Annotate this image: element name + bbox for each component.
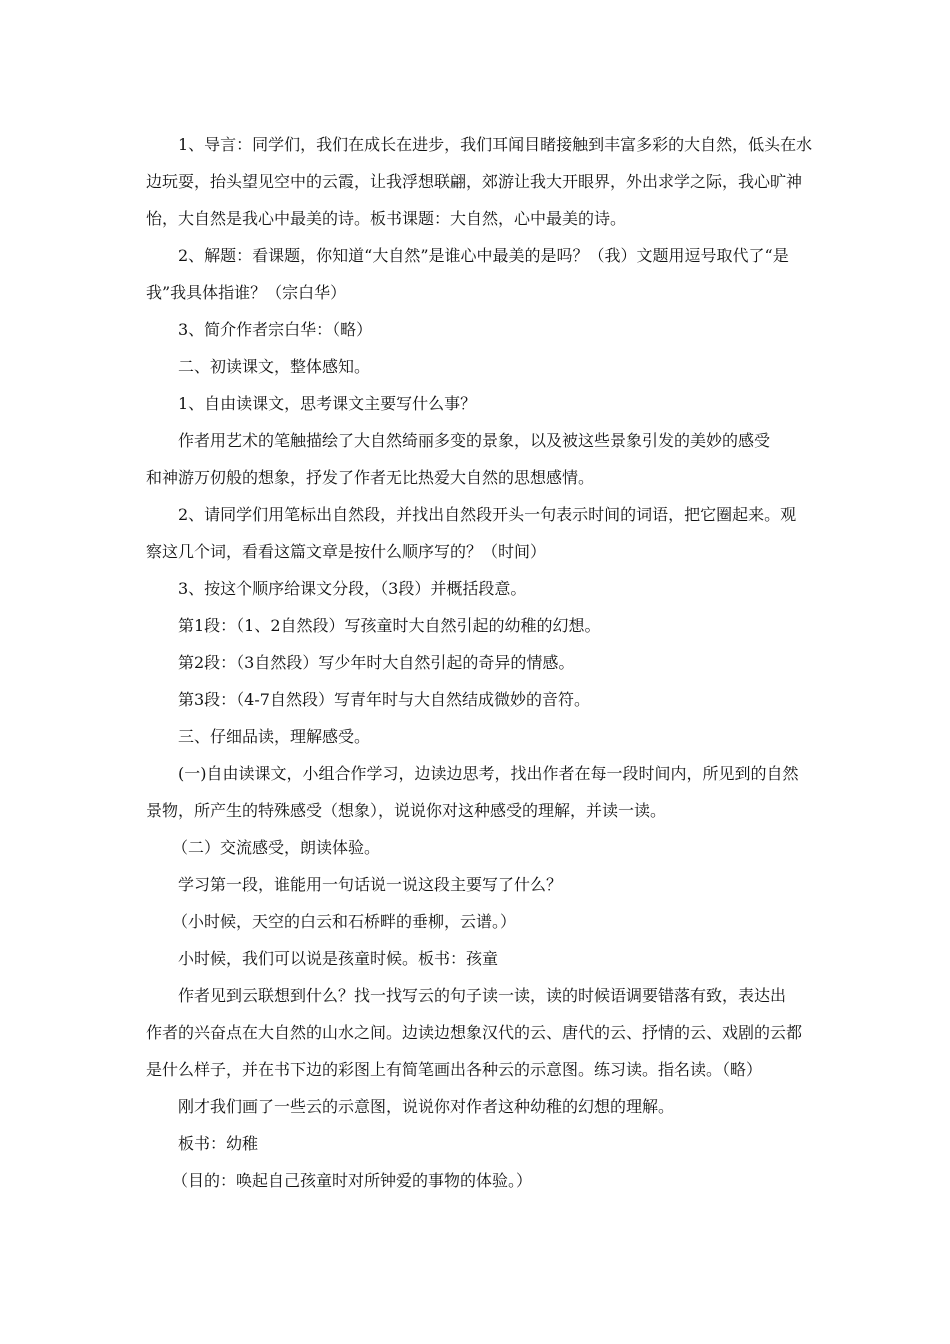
text-line: 边玩耍，抬头望见空中的云霞，让我浮想联翩，郊游让我大开眼界，外出求学之际，我心旷神	[146, 172, 803, 191]
text-line: 第2段：（3自然段）写少年时大自然引起的奇异的情感。	[178, 653, 575, 672]
text-line: 作者的兴奋点在大自然的山水之间。边读边想象汉代的云、唐代的云、抒情的云、戏剧的云都	[146, 1023, 803, 1042]
text-line: 3、简介作者宗白华：（略）	[178, 320, 373, 339]
text-line: 是什么样子，并在书下边的彩图上有简笔画出各种云的示意图。练习读。指名读。（略）	[146, 1060, 763, 1079]
text-line: （小时候，天空的白云和石桥畔的垂柳，云谱。）	[172, 912, 517, 931]
text-line: 怡，大自然是我心中最美的诗。板书课题：大自然，心中最美的诗。	[146, 209, 627, 228]
text-line: 1、导言：同学们，我们在成长在进步，我们耳闻目睹接触到丰富多彩的大自然，低头在水	[178, 135, 813, 154]
text-line: 2、解题：看课题，你知道“大自然”是谁心中最美的是吗？（我）文题用逗号取代了“是	[178, 246, 789, 265]
text-line: 板书：幼稚	[178, 1134, 259, 1153]
text-line: 我”我具体指谁？（宗白华）	[146, 283, 347, 302]
text-line: 作者用艺术的笔触描绘了大自然绮丽多变的景象，以及被这些景象引发的美妙的感受	[178, 431, 771, 450]
text-line: （二）交流感受，朗读体验。	[172, 838, 381, 857]
text-line: 景物，所产生的特殊感受（想象），说说你对这种感受的理解，并读一读。	[146, 801, 667, 820]
text-line: （目的：唤起自己孩童时对所钟爱的事物的体验。）	[172, 1171, 533, 1190]
text-line: 作者见到云联想到什么？找一找写云的句子读一读，读的时候语调要错落有致，表达出	[178, 986, 787, 1005]
text-line: 3、按这个顺序给课文分段，（3段）并概括段意。	[178, 579, 527, 598]
section-heading: 三、仔细品读，理解感受。	[178, 727, 371, 746]
text-line: (一)自由读课文，小组合作学习，边读边思考，找出作者在每一段时间内，所见到的自然	[178, 764, 799, 783]
section-heading: 二、初读课文，整体感知。	[178, 357, 371, 376]
text-line: 小时候，我们可以说是孩童时候。板书：孩童	[178, 949, 499, 968]
text-line: 学习第一段，谁能用一句话说一说这段主要写了什么？	[178, 875, 563, 894]
text-line: 察这几个词，看看这篇文章是按什么顺序写的？（时间）	[146, 542, 547, 561]
text-line: 第3段：（4-7自然段）写青年时与大自然结成微妙的音符。	[178, 690, 590, 709]
text-line: 2、请同学们用笔标出自然段，并找出自然段开头一句表示时间的词语，把它圈起来。观	[178, 505, 797, 524]
text-line: 第1段：（1、2自然段）写孩童时大自然引起的幼稚的幻想。	[178, 616, 601, 635]
text-line: 1、自由读课文，思考课文主要写什么事？	[178, 394, 477, 413]
text-line: 和神游万仞般的想象，抒发了作者无比热爱大自然的思想感情。	[146, 468, 595, 487]
text-line: 刚才我们画了一些云的示意图，说说你对作者这种幼稚的幻想的理解。	[178, 1097, 675, 1116]
